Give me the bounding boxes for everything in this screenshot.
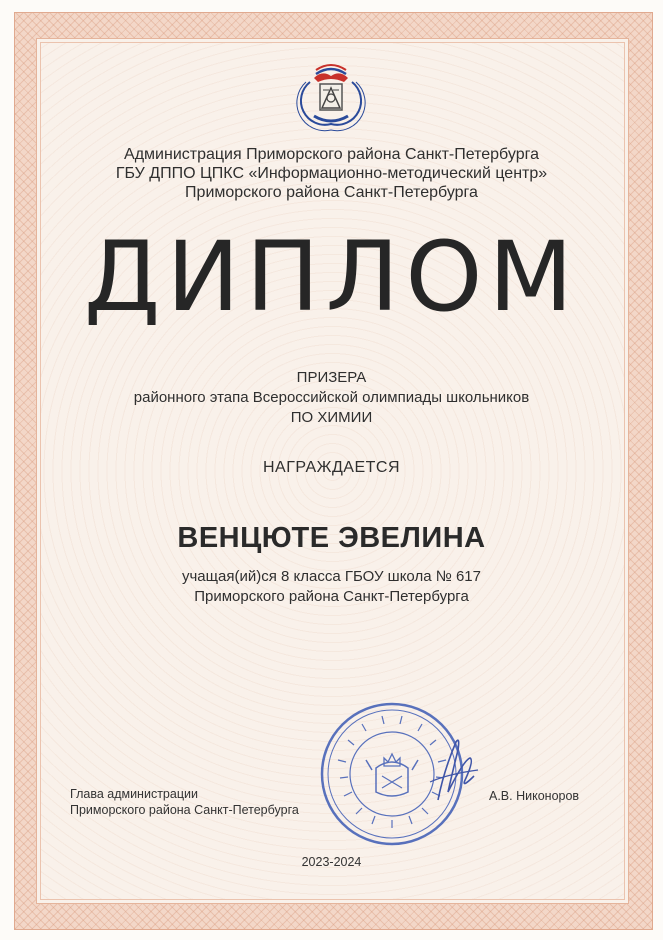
issuer-header (40, 145, 623, 202)
diploma-title: ДИПЛОМ (83, 221, 580, 333)
award-subject: ПО ХИМИИ (290, 409, 373, 426)
award-rank: ПРИЗЕРА (296, 369, 367, 386)
award-description (40, 368, 623, 428)
signatory-name: А.В. Никоноров (489, 789, 580, 803)
academic-year: 2023-2024 (301, 855, 362, 869)
issuer-line-2: ГБУ ДППО ЦПКС «Информационно-методический центр» (115, 165, 548, 182)
student-district: Приморского района Санкт-Петербурга (194, 588, 469, 605)
olympiad-emblem-icon (292, 60, 370, 138)
student-class-school: учащая(ий)ся 8 класса ГБОУ школа № 617 (181, 568, 481, 585)
student-info (40, 567, 623, 607)
recipient-name: ВЕНЦЮТЕ ЭВЕЛИНА (177, 522, 486, 554)
issuer-line-1: Администрация Приморского района Санкт-Петербурга (124, 146, 539, 163)
signature-icon (408, 730, 488, 810)
signatory-position (70, 786, 299, 818)
issuer-line-3: Приморского района Санкт-Петербурга (185, 184, 478, 201)
signatory-position-line-2: Приморского района Санкт-Петербурга (70, 803, 299, 817)
awarded-label: НАГРАЖДАЕТСЯ (263, 459, 400, 476)
award-event: районного этапа Всероссийской олимпиады школьников (133, 389, 530, 406)
signatory-position-line-1: Глава администрации (70, 787, 198, 801)
